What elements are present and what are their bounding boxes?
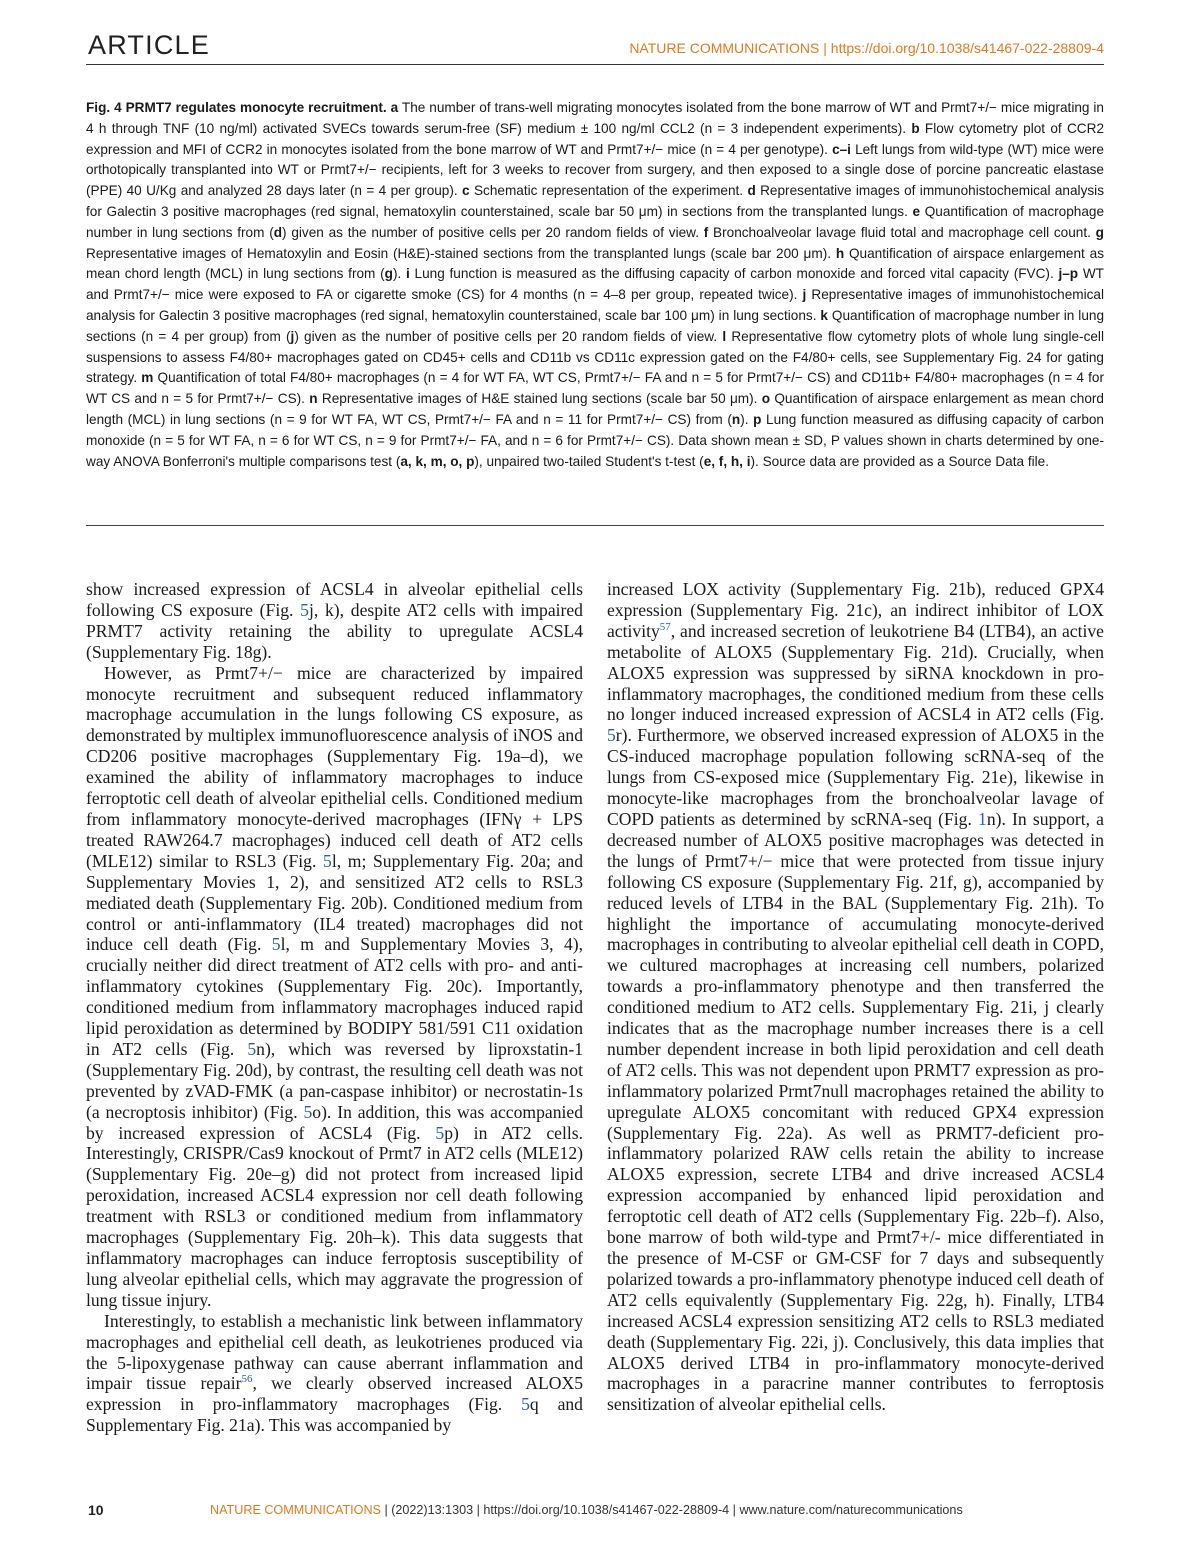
body-text: o). In addition, this was accompanied by increased expression of ACSL4 (Fig. <box>86 1101 583 1143</box>
figure-ref-link[interactable]: 5 <box>303 1101 313 1122</box>
panel-text: The number of trans-well migrating monocytes isolated from the bone marrow of WT and Prmt7+/− mice migrating in 4 h through TNF (10 ng/ml) activated SVECs towards serum-free (SF) medium ± 100 ng/ml CCL2 (n = 3 independent experiments). <box>86 100 1104 136</box>
body-text: However, as Prmt7+/− mice are characterized by impaired monocyte recruitment and subsequent reduced inflammatory macrophage accumulation in the lungs following CS exposure, as demonstrated by multiplex immunofluorescence analysis of iNOS and CD206 positive macrophages (Supplementary Fig. 19a–d), we examined the ability of inflammatory macrophages to induce ferroptotic cell death of alveolar epithelial cells. Conditioned medium from inflammatory monocyte-derived macrophages (IFNγ + LPS treated RAW264.7 macrophages) induced cell death of AT2 cells (MLE12) similar to RSL3 (Fig. <box>86 662 583 871</box>
panel-label: d <box>747 183 756 199</box>
figure-ref-link[interactable]: 5 <box>323 850 332 871</box>
panel-text: ). Source data are provided as a Source Data file. <box>750 453 1049 469</box>
panel-label: o <box>761 391 771 407</box>
panel-ref: j <box>290 328 295 344</box>
doi-link[interactable]: https://doi.org/10.1038/s41467-022-28809-4 <box>830 40 1104 56</box>
panel-text: Representative flow cytometry plots of whole lung single-cell suspensions to assess F4/80+ macrophages gated on CD45+ cells and CD11b vs CD11c expression gated on the F4/80+ cells, see Supplementary Fig. 24 for gating strategy. <box>86 328 1104 386</box>
panel-text: Left lungs from wild-type (WT) mice were orthotopically transplanted into WT or Prmt7+/− recipients, left for 3 weeks to recover from surgery, and then exposed to a single dose of porcine pancreatic elastase (PPE) 40 U/Kg and analyzed 28 days later (n = 4 per group). <box>86 141 1104 199</box>
panel-text: Quantification of airspace enlargement as mean chord length (MCL) in lung sections from ( <box>86 245 1104 282</box>
body-text: p) in AT2 cells. Interestingly, CRISPR/Cas9 knockout of Prmt7 in AT2 cells (MLE12) (Supplementary Fig. 20e–g) did not protect from increased lipid peroxidation, increased ACSL4 expression nor cell death following treatment with RSL3 or conditioned medium from inflammatory macrophages (Supplementary Fig. 20h–k). This data suggests that inflammatory macrophages can induce ferroptosis susceptibility of lung alveolar epithelial cells, which may aggravate the progression of lung tissue injury. <box>86 1122 583 1310</box>
body-text: Interestingly, to establish a mechanistic link between inflammatory macrophages and epithelial cell death, as leukotrienes produced via the 5-lipoxygenase pathway can cause aberrant inflammation and impair tissue repair <box>86 1310 583 1394</box>
body-text: increased LOX activity (Supplementary Fig. 21b), reduced GPX4 expression (Supplementary Fig. 21c), an indirect inhibitor of LOX activity <box>607 579 1104 641</box>
page-footer <box>86 1500 1104 1522</box>
panel-label: c–i <box>832 141 851 157</box>
footer-citation-text: | (2022)13:1303 | https://doi.org/10.1038/s41467-022-28809-4 | www.nature.com/naturecommunications <box>380 1503 963 1517</box>
figure-ref-link[interactable]: 5 <box>247 1038 257 1059</box>
panel-text: Schematic representation of the experiment. <box>469 183 748 199</box>
body-text: l, m and Supplementary Movies 3, 4), crucially neither did direct treatment of AT2 cells with pro- and anti-inflammatory cytokines (Supplementary Fig. 20c). Importantly, conditioned medium from inflammatory macrophages induced rapid lipid peroxidation as determined by BODIPY 581/591 C11 oxidation in AT2 cells (Fig. <box>86 934 583 1059</box>
panel-text: Lung function is measured as the diffusing capacity of carbon monoxide and forced vital capacity (FVC). <box>409 266 1059 282</box>
panel-label: j <box>802 287 807 303</box>
panel-label: i <box>406 266 410 282</box>
panel-ref: e, f, h, i <box>703 453 751 469</box>
panel-ref: a, k, m, o, p <box>400 453 475 469</box>
figure-ref-link[interactable]: 5 <box>300 599 309 620</box>
body-text: show increased expression of ACSL4 in alveolar epithelial cells following CS exposure (Fig. <box>86 579 583 620</box>
panel-label: f <box>703 224 709 240</box>
panel-text: Bronchoalveolar lavage fluid total and macrophage cell count. <box>708 224 1096 240</box>
panel-text: Representative images of immunohistochemical analysis for Galectin 3 positive macrophages (red signal, hematoxylin counterstained, scale bar 50 μm) in sections from the transplanted lungs. <box>86 183 1104 219</box>
figure-caption <box>86 98 1104 472</box>
panel-text: Quantification of macrophage number in lung sections (n = 4 per group) from ( <box>86 307 1105 344</box>
body-text: n), which was reversed by liproxstatin-1 (Supplementary Fig. 20d), by contrast, the resulting cell death was not prevented by zVAD-FMK (a pan-caspase inhibitor) or necrostatin-1s (a necroptosis inhibitor) (Fig. <box>86 1038 584 1122</box>
body-column-left <box>86 579 583 1436</box>
panel-text: Representative images of Hematoxylin and Eosin (H&E)-stained sections from the transplanted lungs (scale bar 200 μm). <box>86 245 836 261</box>
panel-label: g <box>1095 224 1104 240</box>
body-paragraph <box>86 663 583 1311</box>
panel-text: ). <box>392 266 407 282</box>
panel-ref: g <box>384 266 393 282</box>
panel-text: ) given as the number of positive cells per 20 random fields of view. <box>282 224 704 240</box>
panel-text: Quantification of total F4/80+ macrophages (n = 4 for WT FA, WT CS, Prmt7+/− FA and n = 5 for Prmt7+/− CS) and CD11b+ F4/80+ macrophages (n = 4 for WT CS and n = 5 for Prmt7+/− CS). <box>86 370 1104 407</box>
figure-label: Fig. 4 <box>86 100 122 115</box>
panel-label: m <box>141 370 154 386</box>
figure-title: PRMT7 regulates monocyte recruitment. <box>125 100 387 115</box>
panel-ref: d <box>273 224 283 240</box>
caption-rule <box>86 525 1104 526</box>
panel-label: k <box>820 307 828 323</box>
header-separator: | <box>819 40 831 56</box>
body-paragraph <box>607 579 1104 1415</box>
panel-label: j–p <box>1058 266 1079 282</box>
body-column-right <box>607 579 1104 1415</box>
panel-label: n <box>309 391 318 407</box>
body-text: j, k), despite AT2 cells with impaired PRMT7 activity retaining the ability to upregulate ACSL4 (Supplementary Fig. 18g). <box>86 599 583 662</box>
body-paragraph <box>86 579 583 663</box>
journal-header <box>629 40 1104 56</box>
footer-journal-name: NATURE COMMUNICATIONS <box>210 1503 381 1517</box>
page-header <box>86 24 1104 64</box>
panel-text: Representative images of H&E stained lung sections (scale bar 50 μm). <box>317 391 762 407</box>
journal-name: NATURE COMMUNICATIONS <box>629 40 820 56</box>
header-rule <box>86 64 1104 65</box>
panel-label: b <box>911 120 920 136</box>
footer-citation <box>210 1503 963 1517</box>
body-text: , and increased secretion of leukotriene B4 (LTB4), an active metabolite of ALOX5 (Supplementary Fig. 21d). Crucially, when ALOX5 expression was suppressed by siRNA knockdown in pro-inflammatory macrophages, the conditioned medium from these cells no longer induced increased expression of ACSL4 in AT2 cells (Fig. <box>607 620 1104 725</box>
page-number: 10 <box>88 1502 104 1518</box>
panel-label: e <box>912 203 921 219</box>
panel-label: c <box>462 183 470 199</box>
figure-ref-link[interactable]: 1 <box>978 808 987 829</box>
panel-label: h <box>835 245 845 261</box>
panel-label: p <box>753 411 762 427</box>
citation-link[interactable]: 56 <box>241 1373 253 1386</box>
body-paragraph <box>86 1311 583 1436</box>
body-text: q and Supplementary Fig. 21a). This was accompanied by <box>86 1394 583 1436</box>
body-text: l, m; Supplementary Fig. 20a; and Supplementary Movies 1, 2), and sensitized AT2 cells to RSL3 mediated death (Supplementary Fig. 20b). Conditioned medium from control or anti-inflammatory (IL4 treated) macrophages did not induce cell death (Fig. <box>86 850 583 955</box>
panel-label: l <box>722 328 727 344</box>
panel-label: a <box>390 100 399 115</box>
panel-text: Quantification of airspace enlargement as mean chord length (MCL) in lung sections (n = 9 for WT FA, WT CS, Prmt7+/− FA and n = 11 for Prmt7+/− CS) from ( <box>86 391 1104 427</box>
panel-text: Lung function measured as diffusing capacity of carbon monoxide (n = 5 for WT FA, n = 6 for WT CS, n = 9 for Prmt7+/− FA, and n = 6 for Prmt7+/− CS). Data shown mean ± SD, P values shown in charts determined by one-way ANOVA Bonferroni's multiple comparisons test ( <box>86 411 1104 469</box>
figure-ref-link[interactable]: 5 <box>435 1122 445 1143</box>
figure-ref-link[interactable]: 5 <box>271 934 281 955</box>
panel-text: ), unpaired two-tailed Student's t-test ( <box>474 453 704 469</box>
panel-text: WT and Prmt7+/− mice were exposed to FA or cigarette smoke (CS) for 4 months (n = 4–8 per group, repeated twice). <box>86 266 1104 303</box>
panel-text: Flow cytometry plot of CCR2 expression and MFI of CCR2 in monocytes isolated from the bone marrow of WT and Prmt7+/− mice (n = 4 per genotype). <box>86 120 1104 157</box>
panel-text: ). <box>740 411 754 427</box>
article-label: ARTICLE <box>88 30 210 60</box>
figure-ref-link[interactable]: 5 <box>521 1394 530 1415</box>
figure-ref-link[interactable]: 5 <box>607 725 616 746</box>
panel-ref: n <box>731 411 741 427</box>
body-text: r). Furthermore, we observed increased expression of ALOX5 in the CS-induced macrophage population following scRNA-seq of the lungs from CS-exposed mice (Supplementary Fig. 21e), likewise in monocyte-like macrophages from the bronchoalveolar lavage of COPD patients as determined by scRNA-seq (Fig. <box>607 725 1104 829</box>
body-text: n). In support, a decreased number of ALOX5 positive macrophages was detected in the lungs of Prmt7+/− mice that were protected from tissue injury following CS exposure (Supplementary Fig. 21f, g), accompanied by reduced levels of LTB4 in the BAL (Supplementary Fig. 21h). To highlight the importance of accumulating monocyte-derived macrophages in contributing to alveolar epithelial cell death in COPD, we cultured macrophages at increasing cell numbers, polarized towards a pro-inflammatory phenotype and then transferred the conditioned medium to AT2 cells. Supplementary Fig. 21i, j clearly indicates that as the macrophage number increases there is a cell number dependent increase in both lipid peroxidation and cell death of AT2 cells. This was not dependent upon PRMT7 expression as pro-inflammatory polarized Prmt7null macrophages retained the ability to upregulate ALOX5 concomitant with reduced GPX4 expression (Supplementary Fig. 22a). As well as PRMT7-deficient pro-inflammatory polarized RAW cells retain the ability to increase ALOX5 expression, secrete LTB4 and drive increased ACSL4 expression accompanied by enhanced lipid peroxidation and ferroptotic cell death of AT2 cells (Supplementary Fig. 22b–f). Also, bone marrow of both wild-type and Prmt7+/- mice differentiated in the presence of M-CSF or GM-CSF for 7 days and subsequently polarized towards a pro-inflammatory phenotype induced cell death of AT2 cells equivalently (Supplementary Fig. 22g, h). Finally, LTB4 increased ACSL4 expression sensitizing AT2 cells to RSL3 mediated death (Supplementary Fig. 22i, j). Conclusively, this data implies that ALOX5 derived LTB4 in pro-inflammatory monocyte-derived macrophages in a paracrine manner contributes to ferroptosis sensitization of alveolar epithelial cells. <box>607 808 1104 1415</box>
panel-text: ) given as the number of positive cells per 20 random fields of view. <box>294 328 723 344</box>
body-text: , we clearly observed increased ALOX5 expression in pro-inflammatory macrophages (Fig. <box>86 1373 584 1415</box>
citation-link[interactable]: 57 <box>659 620 671 633</box>
panel-text: Quantification of macrophage number in lung sections from ( <box>86 203 1104 240</box>
panel-text: Representative images of immunohistochemical analysis for Galectin 3 positive macrophages (red signal, hematoxylin counterstained, scale bar 100 μm) in lung sections. <box>86 287 1104 323</box>
